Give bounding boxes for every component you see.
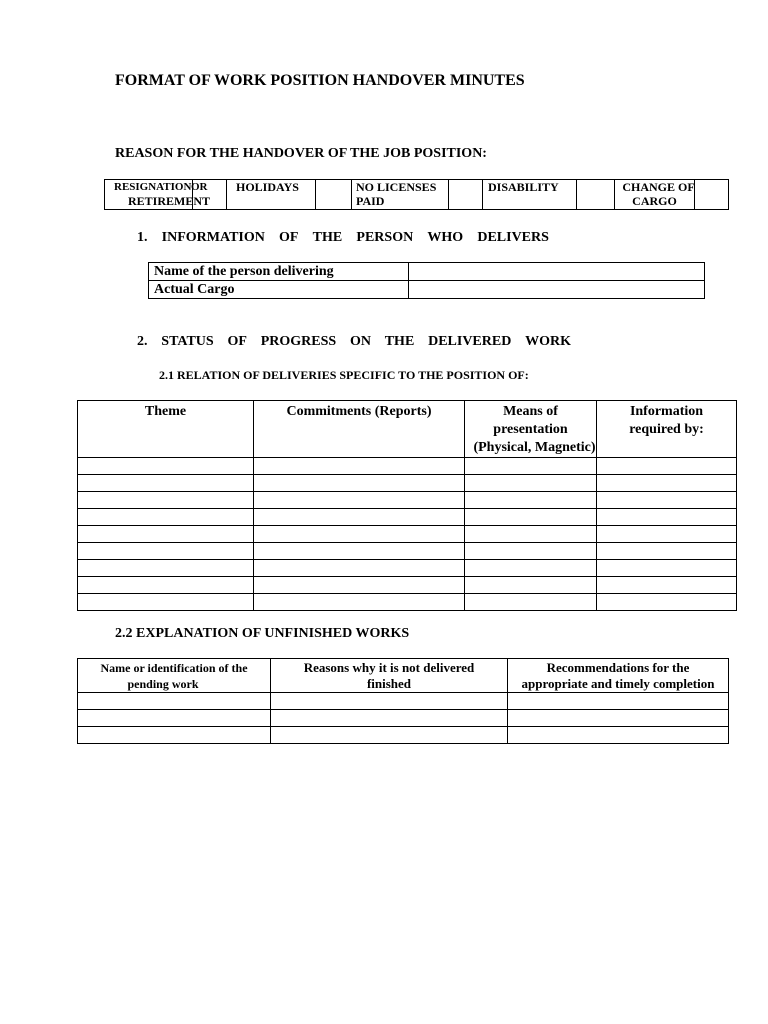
reason-no-licenses-cell [352, 180, 449, 210]
person-name-label: Name of the person delivering [149, 263, 409, 281]
deliveries-header-commitments: Commitments (Reports) [254, 401, 465, 458]
section1-heading [137, 230, 549, 246]
table-cell[interactable] [465, 475, 597, 492]
table-cell[interactable] [597, 594, 737, 611]
table-cell[interactable] [465, 492, 597, 509]
reason-retirement-label: RETIREMENT [128, 194, 211, 208]
section1-word: DELIVERS [477, 230, 549, 245]
reason-no-licenses-label: NO LICENSES [356, 180, 437, 194]
unfinished-header-recommendations: Recommendations for the appropriate and timely completion [508, 659, 729, 693]
table-row [78, 577, 737, 594]
reason-paid-label: PAID [356, 194, 385, 208]
table-cell[interactable] [597, 543, 737, 560]
table-cell[interactable] [465, 458, 597, 475]
unfinished-works-table [77, 658, 729, 744]
section2-word: THE [384, 334, 415, 349]
table-cell[interactable] [465, 594, 597, 611]
table-row [78, 727, 729, 744]
table-cell[interactable] [597, 526, 737, 543]
section2-heading [137, 334, 571, 350]
table-cell[interactable] [271, 710, 508, 727]
table-cell[interactable] [78, 560, 254, 577]
table-cell[interactable] [78, 509, 254, 526]
deliveries-header-theme: Theme [78, 401, 254, 458]
reason-disability-checkbox[interactable] [577, 180, 615, 210]
table-cell[interactable] [254, 577, 465, 594]
table-cell[interactable] [508, 727, 729, 744]
section2-word: ON [349, 334, 371, 349]
reason-disability-cell [483, 180, 577, 210]
table-cell[interactable] [78, 492, 254, 509]
table-cell[interactable] [78, 727, 271, 744]
reason-resignation-cell [105, 180, 211, 210]
table-cell[interactable] [597, 492, 737, 509]
table-cell[interactable] [254, 594, 465, 611]
table-cell[interactable] [508, 710, 729, 727]
section1-word: PERSON [356, 230, 414, 245]
table-cell[interactable] [78, 577, 254, 594]
section2-number: 2. [137, 334, 148, 349]
table-cell[interactable] [78, 693, 271, 710]
table-cell[interactable] [78, 543, 254, 560]
deliveries-table [77, 400, 737, 611]
table-row [78, 594, 737, 611]
actual-cargo-label: Actual Cargo [149, 281, 409, 299]
table-cell[interactable] [508, 693, 729, 710]
table-row [78, 693, 729, 710]
table-cell[interactable] [254, 458, 465, 475]
table-row [78, 526, 737, 543]
unfinished-header-name: Name or identification of the pending work [78, 659, 271, 693]
table-cell[interactable] [254, 560, 465, 577]
table-cell[interactable] [254, 475, 465, 492]
table-cell[interactable] [78, 594, 254, 611]
reason-change-of-label: CHANGE OF [622, 180, 695, 194]
reason-holidays-checkbox[interactable] [316, 180, 352, 210]
section1-number: 1. [137, 230, 148, 245]
reason-cargo-label: CARGO [632, 194, 677, 208]
table-cell[interactable] [465, 560, 597, 577]
table-row [78, 509, 737, 526]
person-name-field[interactable] [409, 263, 705, 281]
reason-change-cargo-cell [615, 180, 695, 210]
reason-or-label: OR [191, 181, 208, 193]
table-cell[interactable] [465, 509, 597, 526]
deliveries-header-information: Information required by: [597, 401, 737, 458]
table-cell[interactable] [78, 475, 254, 492]
section1-word: INFORMATION [161, 230, 265, 245]
subsection-2-2-title: 2.2 EXPLANATION OF UNFINISHED WORKS [115, 626, 410, 641]
table-cell[interactable] [465, 543, 597, 560]
table-row [78, 543, 737, 560]
table-cell[interactable] [271, 693, 508, 710]
section1-word: WHO [427, 230, 464, 245]
table-cell[interactable] [597, 509, 737, 526]
table-cell[interactable] [254, 543, 465, 560]
table-row [78, 475, 737, 492]
table-row [78, 710, 729, 727]
table-row [78, 560, 737, 577]
table-cell[interactable] [597, 577, 737, 594]
table-cell[interactable] [597, 458, 737, 475]
section2-word: OF [227, 334, 247, 349]
table-cell[interactable] [271, 727, 508, 744]
unfinished-header-reasons: Reasons why it is not delivered finished [271, 659, 508, 693]
table-cell[interactable] [597, 475, 737, 492]
section1-word: THE [312, 230, 343, 245]
table-cell[interactable] [78, 710, 271, 727]
subsection-2-1-title: 2.1 RELATION OF DELIVERIES SPECIFIC TO THE POSITION OF: [159, 368, 529, 382]
reason-disability-label: DISABILITY [488, 180, 559, 194]
section2-word: WORK [525, 334, 571, 349]
reason-holidays-cell [227, 180, 316, 210]
section2-word: PROGRESS [260, 334, 337, 349]
reason-title: REASON FOR THE HANDOVER OF THE JOB POSITION: [115, 146, 487, 161]
section2-word: STATUS [161, 334, 214, 349]
person-info-table [148, 262, 705, 299]
reason-no-licenses-checkbox[interactable] [449, 180, 483, 210]
table-cell[interactable] [254, 509, 465, 526]
reason-resignation-label: RESIGNATION [114, 181, 192, 193]
section1-word: OF [279, 230, 299, 245]
deliveries-header-means: Means of presentation (Physical, Magnetic) [465, 401, 597, 458]
reason-holidays-label: HOLIDAYS [236, 180, 299, 194]
reason-change-cargo-checkbox[interactable] [695, 180, 729, 210]
table-cell[interactable] [78, 458, 254, 475]
table-cell[interactable] [597, 560, 737, 577]
reason-table [104, 179, 729, 210]
section2-word: DELIVERED [428, 334, 512, 349]
table-row [78, 492, 737, 509]
table-cell[interactable] [254, 526, 465, 543]
table-cell[interactable] [78, 526, 254, 543]
table-row [78, 458, 737, 475]
document-title: FORMAT OF WORK POSITION HANDOVER MINUTES [115, 72, 525, 89]
actual-cargo-field[interactable] [409, 281, 705, 299]
table-cell[interactable] [465, 526, 597, 543]
table-cell[interactable] [465, 577, 597, 594]
table-cell[interactable] [254, 492, 465, 509]
